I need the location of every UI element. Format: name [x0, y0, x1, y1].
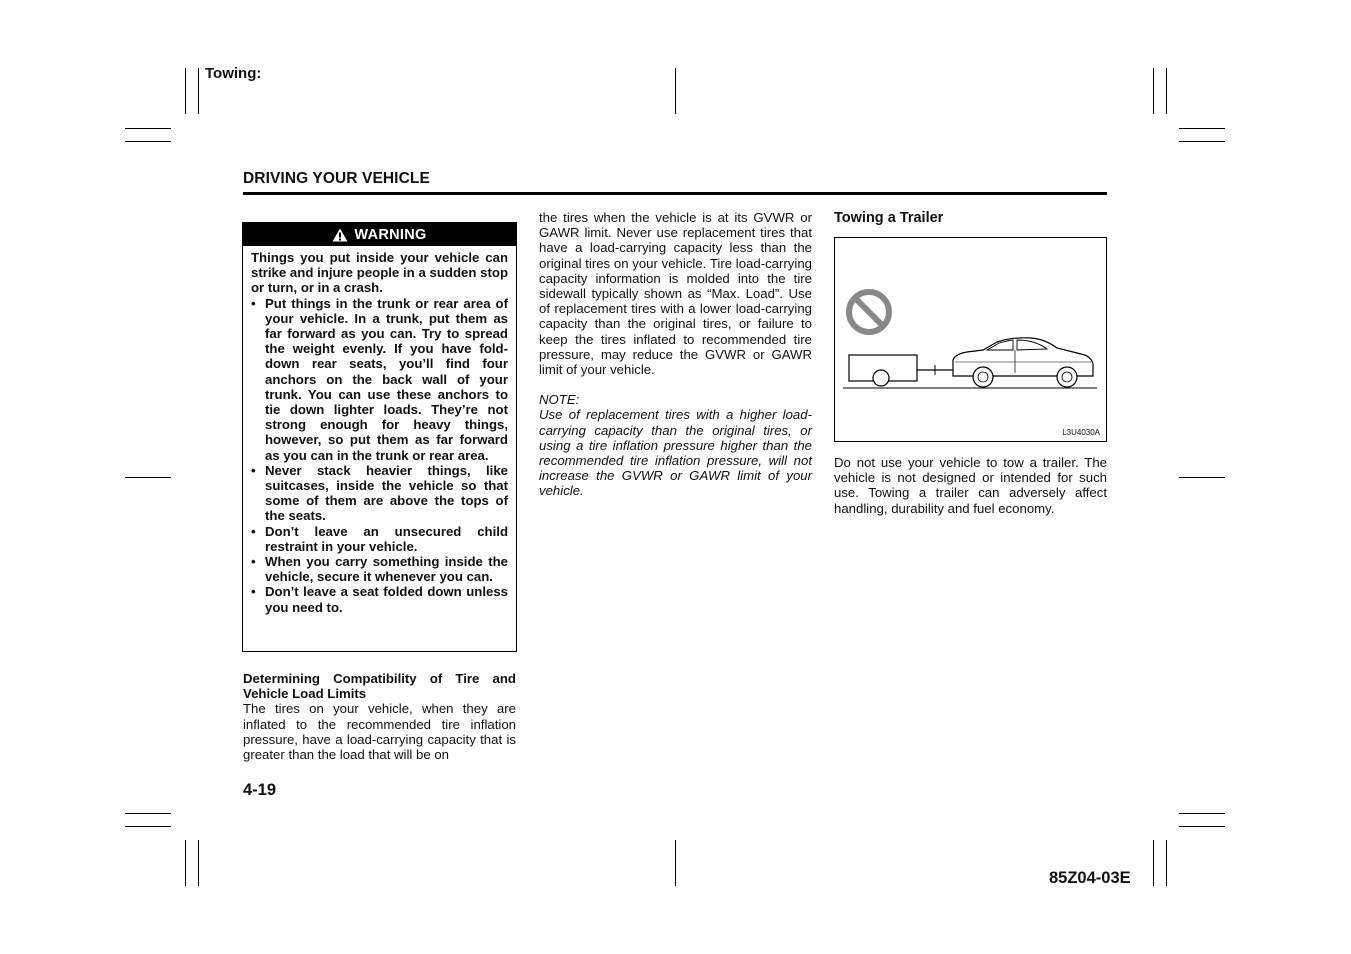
- crop-mark: [125, 826, 171, 827]
- crop-mark: [1166, 840, 1167, 886]
- towing-text: Do not use your vehicle to tow a trailer. The vehicle is not designed or intended for such use. Towing a trailer can adversely affect handling, durability and fuel economy.: [834, 455, 1107, 516]
- warning-box: [242, 222, 517, 652]
- crop-mark: [1166, 68, 1167, 114]
- crop-mark: [675, 68, 676, 114]
- crop-mark: [125, 128, 171, 129]
- crop-mark: [675, 840, 676, 886]
- compat-heading: Determining Compatibility of Tire and Vehicle Load Limits: [243, 671, 516, 702]
- crop-mark: [185, 68, 186, 114]
- warning-item: • Don’t leave an unsecured child restraint in your vehicle.: [251, 524, 508, 554]
- note-text: Use of replacement tires with a higher load-carrying capacity than the original tires, or using a tire inflation pressure higher than the recommended tire inflation pressure, will not increase the GVWR or GAWR limit of your vehicle.: [539, 407, 812, 499]
- crop-mark: [1179, 477, 1225, 478]
- header-rule: [243, 192, 1107, 195]
- towing-figure: [834, 237, 1107, 442]
- warning-header: [243, 223, 516, 246]
- warning-item: • Put things in the trunk or rear area of your vehicle. In a trunk, put them as far forward as you can. Try to spread the weight evenly. If you have fold-down rear seats, you’ll find four anchors on the back wall of your trunk. You can use these anchors to tie down lighter loads. They’re not strong enough for heavy things, however, so put them as far forward as you can in the trunk or rear area.: [251, 296, 508, 463]
- crop-mark: [1179, 141, 1225, 142]
- running-head: Towing:: [205, 65, 262, 82]
- crop-mark: [1179, 826, 1225, 827]
- crop-mark: [125, 477, 171, 478]
- compat-text-part1: The tires on your vehicle, when they are inflated to the recommended tire inflation pressure, have a load-carrying capacity that is greater than the load that will be on: [243, 701, 516, 763]
- warning-item: • When you carry something inside the vehicle, secure it whenever you can.: [251, 554, 508, 584]
- towing-heading: Towing a Trailer: [834, 210, 944, 226]
- compat-section-left: [243, 671, 516, 762]
- section-title: DRIVING YOUR VEHICLE: [243, 170, 430, 187]
- crop-mark: [125, 813, 171, 814]
- no-symbol-icon: [849, 292, 889, 332]
- towing-text-block: [834, 455, 1107, 516]
- crop-mark: [1179, 813, 1225, 814]
- crop-mark: [185, 840, 186, 886]
- crop-mark: [198, 68, 199, 114]
- note-label: NOTE:: [539, 392, 580, 408]
- crop-mark: [1153, 840, 1154, 886]
- warning-triangle-icon: [332, 228, 348, 242]
- crop-mark: [1179, 128, 1225, 129]
- crop-mark: [1153, 68, 1154, 114]
- document-code: 85Z04-03E: [1049, 869, 1131, 887]
- crop-mark: [198, 840, 199, 886]
- warning-intro: Things you put inside your vehicle can strike and injure people in a sudden stop or turn, or in a crash.: [251, 250, 508, 296]
- warning-item: • Don’t leave a seat folded down unless you need to.: [251, 584, 508, 614]
- compat-section-middle: [539, 210, 812, 499]
- warning-list: [251, 296, 508, 615]
- warning-body: [243, 246, 516, 615]
- compat-text-part2: the tires when the vehicle is at its GVWR or GAWR limit. Never use replacement tires that have a load-carrying capacity less than the original tires on your vehicle. Tire load-carrying capacity information is molded into the tire sidewall typically shown as “Max. Load”. Use of replacement tires with a lower load-carrying capacity than the original tires, or failure to keep the tires inflated to recommended tire pressure, may reduce the GVWR or GAWR limit of your vehicle.: [539, 210, 812, 378]
- warning-label: WARNING: [354, 226, 427, 243]
- page-number: 4-19: [243, 781, 277, 799]
- crop-mark: [125, 141, 171, 142]
- figure-code: L3U4030A: [1062, 428, 1100, 437]
- car-towing-trailer-illustration: [835, 238, 1106, 441]
- warning-item: • Never stack heavier things, like suitcases, inside the vehicle so that some of them are above the tops of the seats.: [251, 463, 508, 524]
